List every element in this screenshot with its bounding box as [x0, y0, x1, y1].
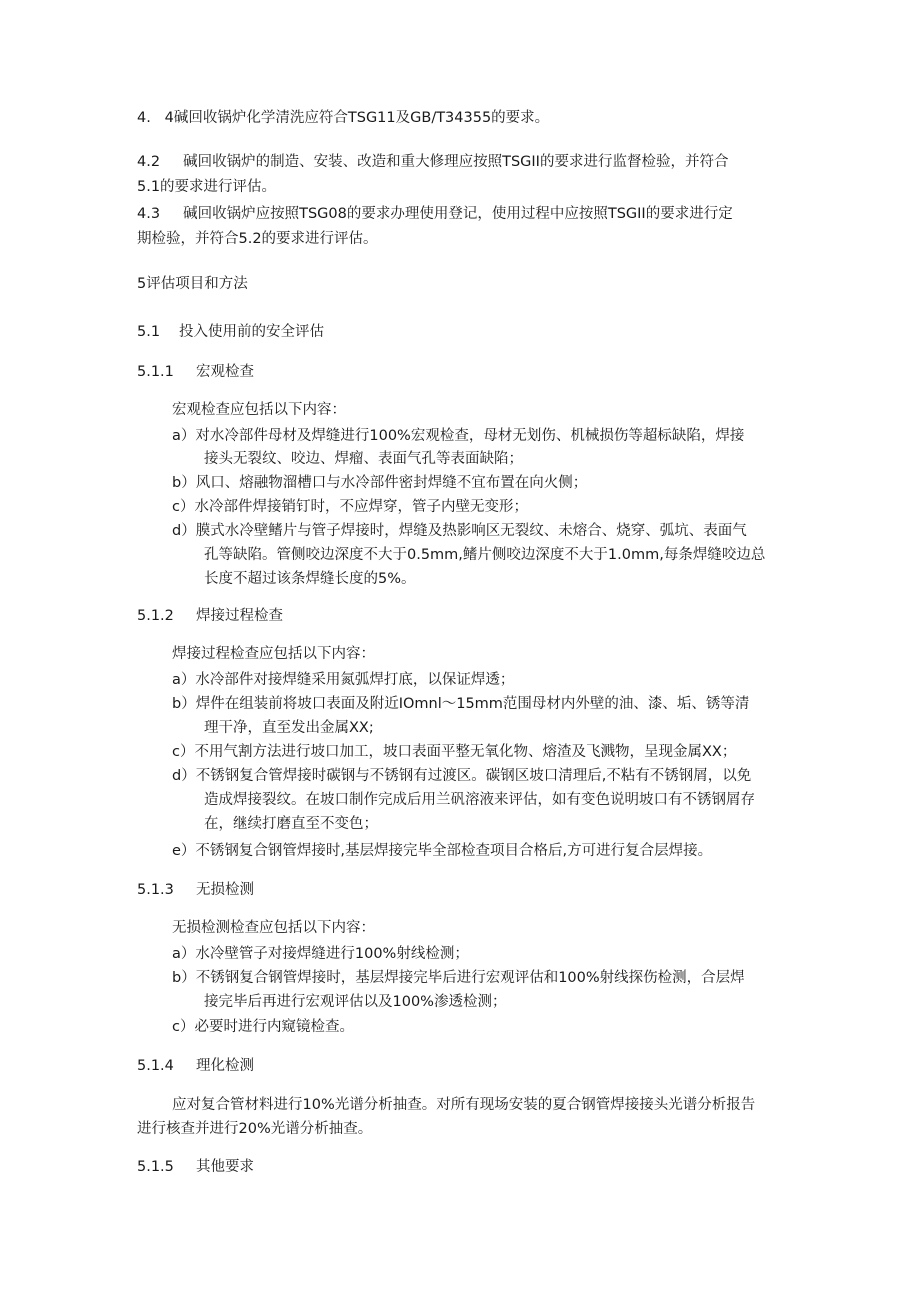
- heading-5-1-2-title: 焊接过程检查: [196, 608, 283, 624]
- s511-item-b: b）风口、熔融物溜槽口与水冷部件密封焊缝不宜布置在向火侧；: [172, 475, 588, 491]
- s511-item-a-line1: a）对水冷部件母材及焊缝进行100%宏观检查，母材无划伤、机械损伤等超标缺陷，焊接: [172, 428, 745, 444]
- s512-item-b-line1: b）焊件在组装前将坡口表面及附近IOmnl～15mm范围母材内外壁的油、漆、垢、锈等清: [172, 696, 750, 712]
- s513-item-c: c）必要时进行内窥镜检查。: [172, 1019, 354, 1035]
- s512-item-b-line2: 理干净，直至发出金属XX;: [204, 720, 374, 736]
- s511-item-d-line3: 长度不超过该条焊缝长度的5%。: [204, 571, 416, 587]
- heading-5-1-1-number: 5.1.1: [137, 364, 174, 380]
- s511-item-c: c）水冷部件焊接销钉时，不应焊穿，管子内壁无变形；: [172, 499, 528, 515]
- s511-item-d-line2: 孔等缺陷。管侧咬边深度不大于0.5mm,鳍片侧咬边深度不大于1.0mm,每条焊缝咬边总: [204, 547, 766, 563]
- s513-item-b-line2: 接完毕后再进行宏观评估以及100%渗透检测；: [204, 994, 507, 1010]
- s513-intro: 无损检测检查应包括以下内容：: [172, 920, 375, 936]
- clause-4-3-line1: 4.3 碱回收锅炉应按照TSG08的要求办理使用登记，使用过程中应按照TSGII的要求进行定: [137, 206, 733, 222]
- s512-item-d-line3: 在，继续打磨直至不变色；: [204, 816, 378, 832]
- heading-5-1-1-title: 宏观检查: [196, 364, 254, 380]
- heading-5-1-3-title: 无损检测: [196, 882, 254, 898]
- s512-item-e: e）不锈钢复合钢管焊接时,基层焊接完毕全部检查项目合格后,方可进行复合层焊接。: [172, 843, 713, 859]
- heading-5-1-4-title: 理化检测: [196, 1058, 254, 1074]
- s511-item-d-line1: d）膜式水冷壁鳍片与管子焊接时，焊缝及热影响区无裂纹、未熔合、烧穿、弧坑、表面气: [172, 523, 747, 539]
- s512-item-d-line1: d）不锈钢复合管焊接时碳钢与不锈钢有过渡区。碳钢区坡口清理后,不粘有不锈钢屑，以免: [172, 768, 752, 784]
- heading-5-1-5-title: 其他要求: [196, 1159, 254, 1175]
- clause-4-4: 4. 4碱回收锅炉化学清洗应符合TSG11及GB/T34355的要求。: [137, 110, 550, 126]
- heading-5-1-2-number: 5.1.2: [137, 608, 174, 624]
- s512-item-c: c）不用气割方法进行坡口加工，坡口表面平整无氧化物、熔渣及飞溅物，呈现金属XX；: [172, 744, 737, 760]
- s512-intro: 焊接过程检查应包括以下内容：: [172, 646, 375, 662]
- clause-4-2-line1: 4.2 碱回收锅炉的制造、安装、改造和重大修理应按照TSGII的要求进行监督检验，并符合: [137, 154, 729, 170]
- clause-4-3-line2: 期检验，并符合5.2的要求进行评估。: [137, 231, 378, 247]
- s511-intro: 宏观检查应包括以下内容：: [172, 402, 346, 418]
- heading-5-1-4-number: 5.1.4: [137, 1058, 174, 1074]
- heading-5-1-3-number: 5.1.3: [137, 882, 174, 898]
- s514-paragraph-line2: 进行核查并进行20%光谱分析抽查。: [137, 1121, 373, 1137]
- s514-paragraph-line1: 应对复合管材料进行10%光谱分析抽查。对所有现场安装的夏合钢管焊接接头光谱分析报告: [172, 1097, 756, 1113]
- heading-5-1-number: 5.1: [137, 324, 161, 340]
- s513-item-a: a）水冷壁管子对接焊缝进行100%射线检测；: [172, 946, 469, 962]
- s511-item-a-line2: 接头无裂纹、咬边、焊瘤、表面气孔等表面缺陷；: [204, 451, 523, 467]
- s512-item-a: a）水冷部件对接焊缝采用氮弧焊打底，以保证焊透；: [172, 672, 515, 688]
- heading-5: 5评估项目和方法: [137, 276, 248, 292]
- s512-item-d-line2: 造成焊接裂纹。在坡口制作完成后用兰矾溶液来评估，如有变色说明坡口有不锈钢屑存: [204, 792, 755, 808]
- heading-5-1-title: 投入使用前的安全评估: [179, 324, 324, 340]
- s513-item-b-line1: b）不锈钢复合钢管焊接时，基层焊接完毕后进行宏观评估和100%射线探伤检测，合层焊: [172, 970, 745, 986]
- heading-5-1-5-number: 5.1.5: [137, 1159, 174, 1175]
- clause-4-2-line2: 5.1的要求进行评估。: [137, 179, 277, 195]
